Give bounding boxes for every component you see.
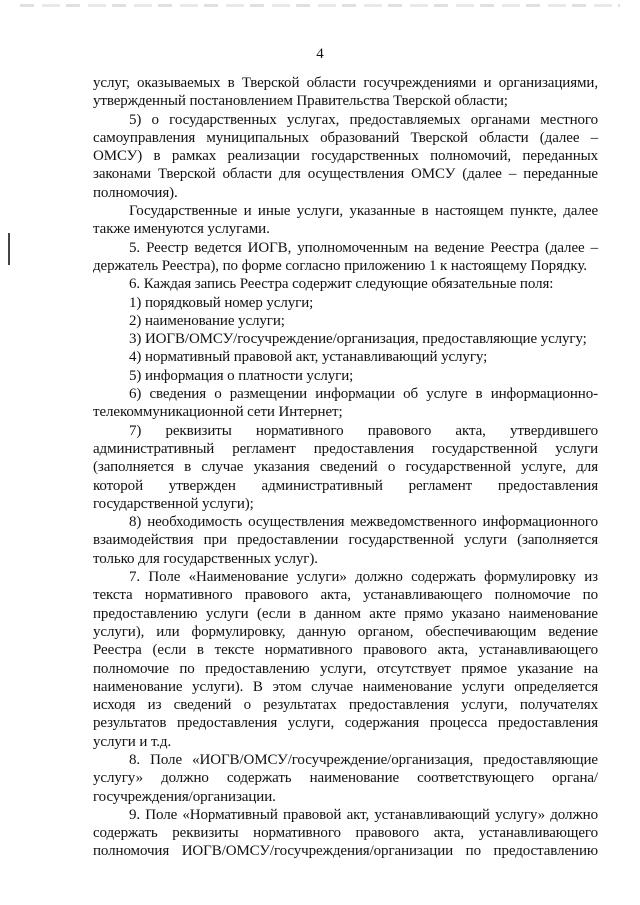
scan-artifact-top <box>20 4 620 7</box>
list-item: 8) необходимость осуществления межведомственного информационного взаимодействия при предоставлении государственной услуги (заполняется только для государственных услуг). <box>93 514 598 567</box>
paragraph: 9. Поле «Нормативный правовой акт, устанавливающий услугу» должно содержать реквизиты нормативного правового акта, устанавливающего полномочия ИОГВ/ОМСУ/госучреждения/организации по предоставлению <box>93 806 598 860</box>
list-item: 6) сведения о размещении информации об услуге в информационно-телекоммуникационной сети Интернет; <box>93 386 598 421</box>
list-item: 7) реквизиты нормативного правового акта, утвердившего административный регламент предоставления государственной услуги (заполняется в случае указания сведений о государственной услуге, для которой утвержден административный регламент предоставления государственной услуги); <box>93 422 598 512</box>
list-item: 4) нормативный правовой акт, устанавливающий услугу; <box>129 349 488 366</box>
page-number: 4 <box>316 46 324 62</box>
paragraph: услуг, оказываемых в Тверской области госучреждениями и организациями, утвержденный постановлением Правительства Тверской области; <box>93 75 598 110</box>
paragraph: 5) о государственных услугах, предоставляемых органами местного самоуправления муниципальных образований Тверской области (далее – ОМСУ) в рамках реализации государственных полномочий, переданных законами Тверской области для осуществления ОМСУ (далее – переданные полномочия). <box>93 111 598 201</box>
list-item: 2) наименование услуги; <box>129 312 285 329</box>
list-item: 3) ИОГВ/ОМСУ/госучреждение/организация, предоставляющие услугу; <box>129 331 587 348</box>
list-item: 5) информация о платности услуги; <box>129 367 354 384</box>
document-body <box>93 74 598 861</box>
paragraph: 7. Поле «Наименование услуги» должно содержать формулировку из текста нормативного правового акта, устанавливающего полномочие по предоставлению услуги (если в данном акте прямо указано наименование услуги), или формулировку, данную органом, обеспечивающим ведение Реестра (если в тексте нормативного правового акта, устанавливающего полномочие по предоставлению услуги, отсутствует прямое указание на наименование услуги). В этом случае наименование услуги определяется исходя из сведений о результатах предоставления услуги, получателях результатов предоставления услуги, содержания процесса предоставления услуги и т.д. <box>93 569 598 750</box>
paragraph: 6. Каждая запись Реестра содержит следующие обязательные поля: <box>129 276 554 293</box>
list-item: 1) порядковый номер услуги; <box>129 294 314 311</box>
margin-mark <box>8 233 10 265</box>
paragraph: 5. Реестр ведется ИОГВ, уполномоченным на ведение Реестра (далее – держатель Реестра), по форме согласно приложению 1 к настоящему Порядку. <box>93 239 598 274</box>
paragraph: 8. Поле «ИОГВ/ОМСУ/госучреждение/организация, предоставляющие услугу» должно содержать наименование соответствующего органа/ госучреждения/организации. <box>93 751 598 805</box>
paragraph: Государственные и иные услуги, указанные в настоящем пункте, далее также именуются услугами. <box>93 203 598 238</box>
